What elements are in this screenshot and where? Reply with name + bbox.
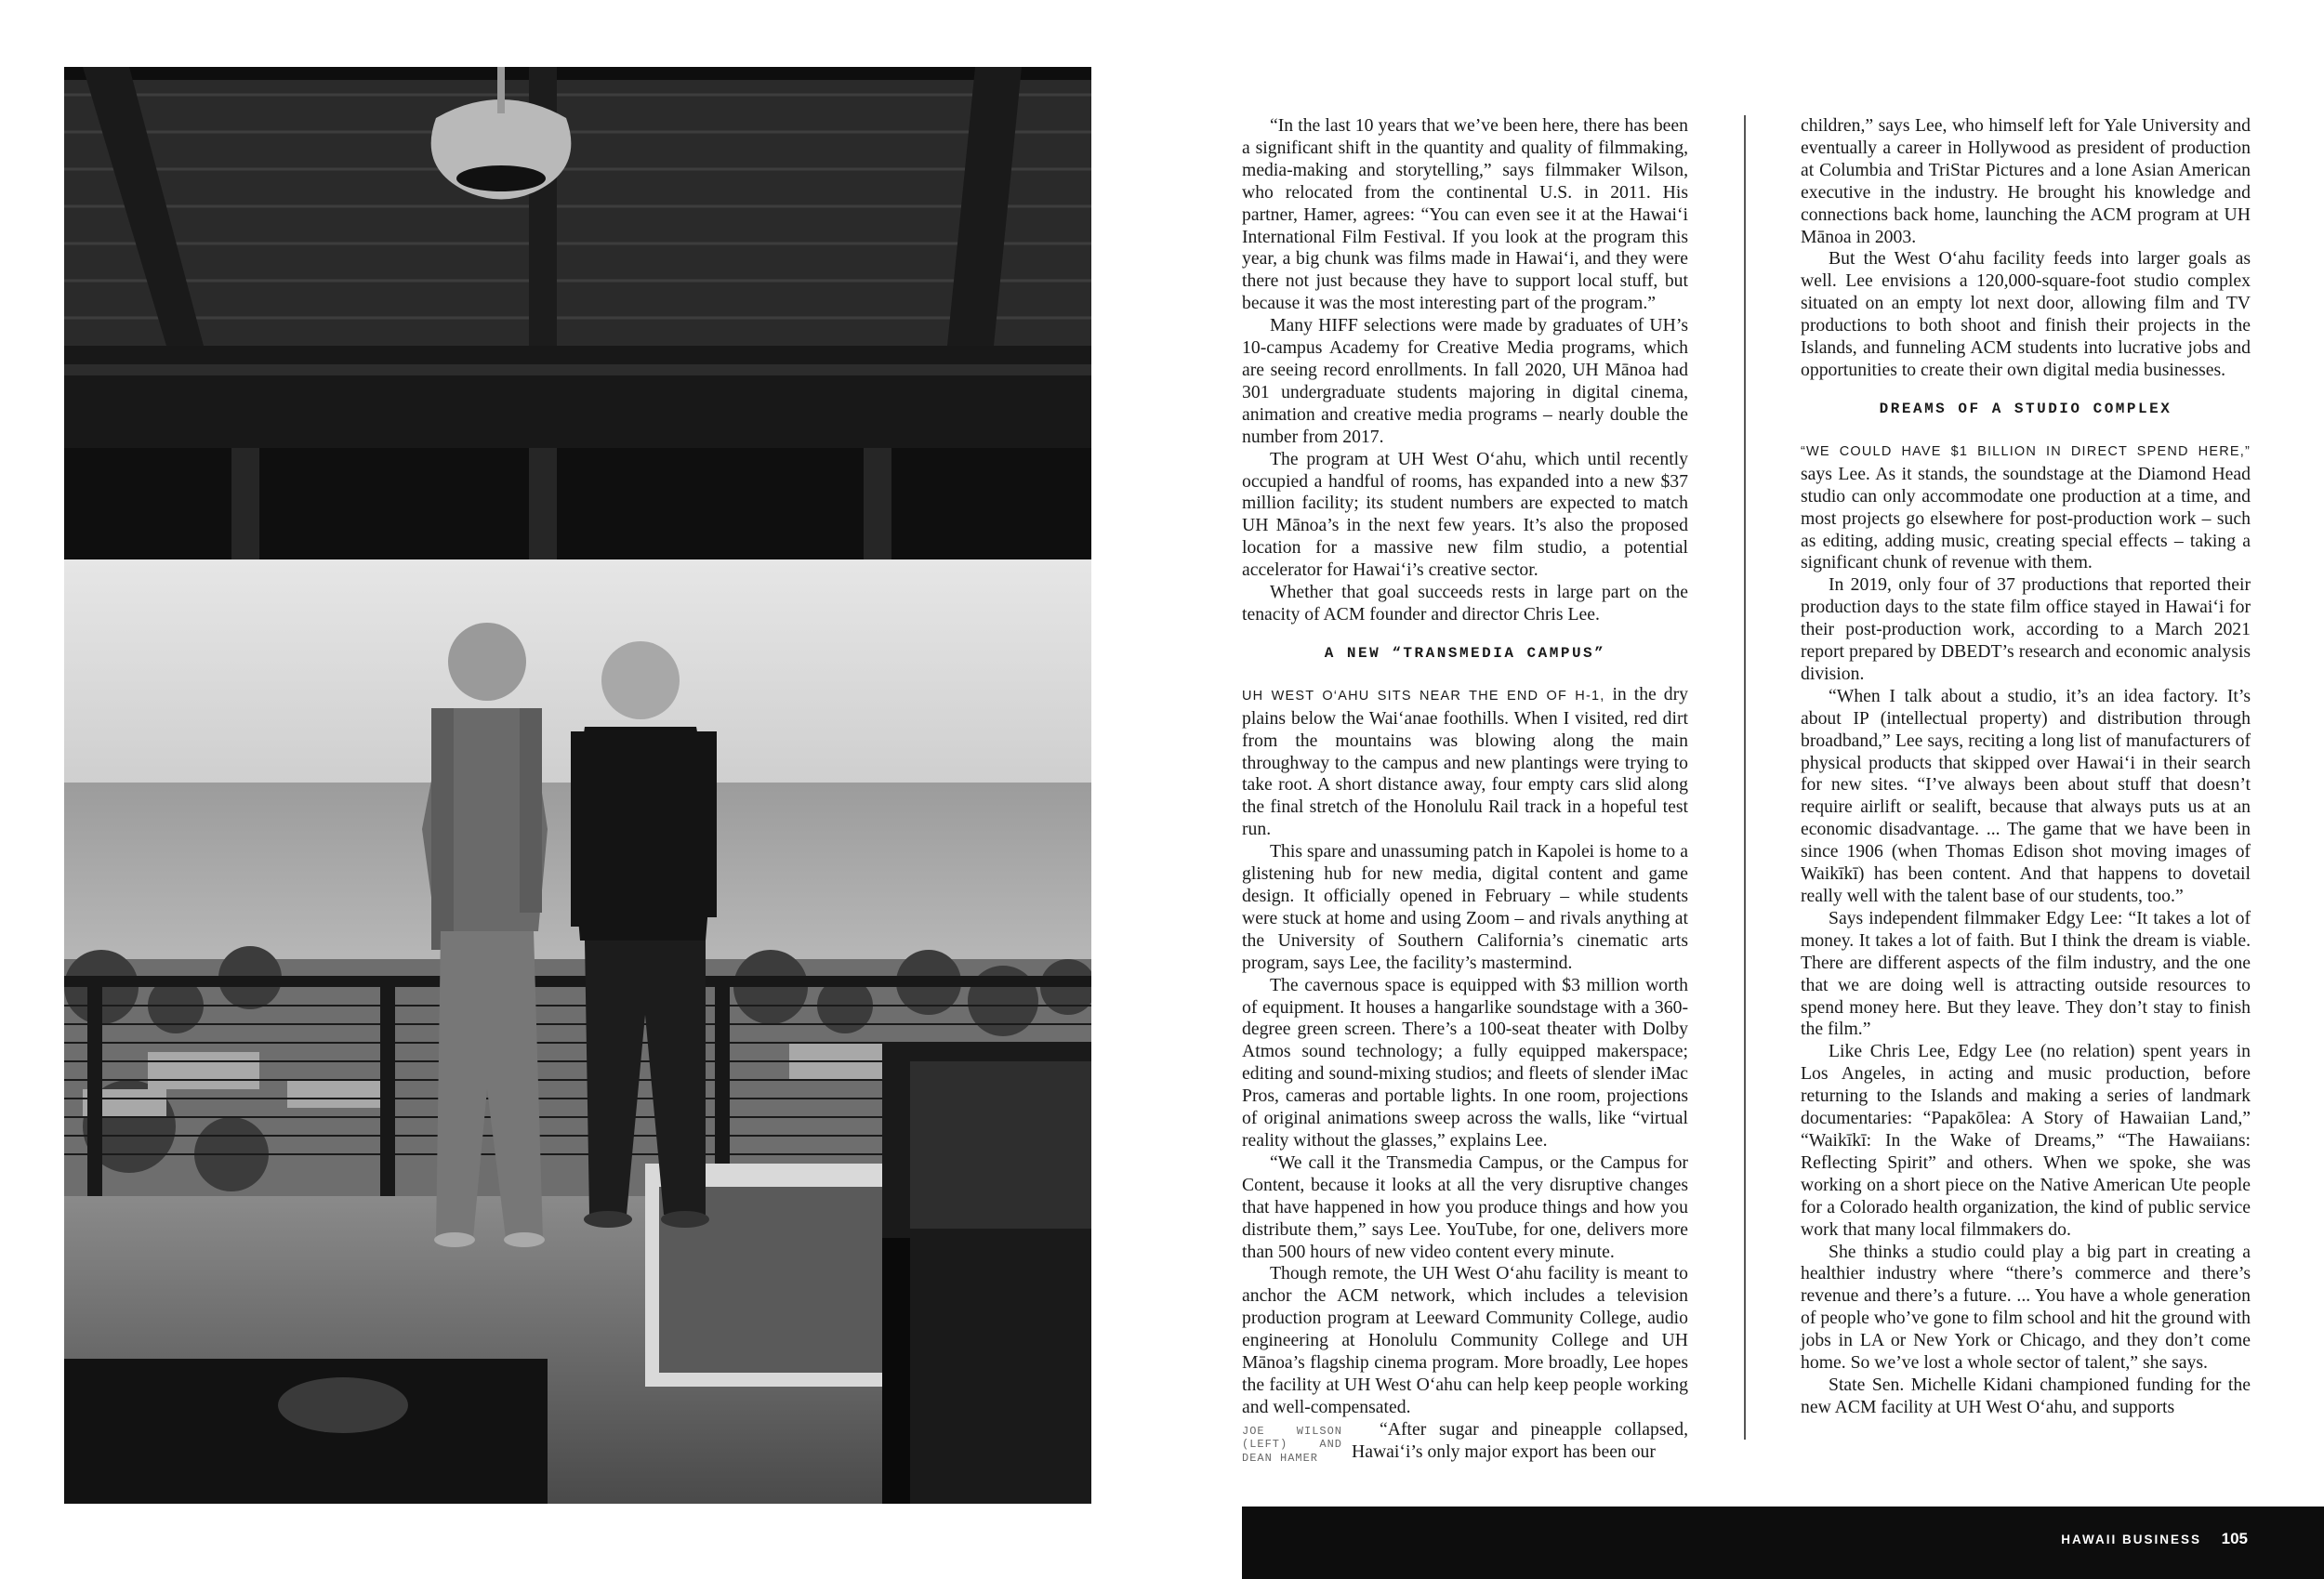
paragraph: “In the last 10 years that we’ve been here, there has been a significant shift in the quantity and quality of filmmaking, media-making and storytelling,” says filmmaker Wilson, who relocated from the continental U.S. in 2011. His partner, Hamer, agrees: “You can even see it at the Hawai‘i International Film Festival. If you look at the program this year, a big chunk was films made in Hawai‘i, and they were there not just because they have to support local stuff, but because it was the most interesting part of the program.” [1242,115,1688,314]
paragraph-text: says Lee. As it stands, the soundstage at the Diamond Head studio can only accommodate one production at a time, and most projects go elsewhere for post-production work – such as editing, adding music, creating special effects – taking a significant chunk of revenue with them. [1801,463,2251,573]
paragraph [1242,684,1688,841]
paragraph: State Sen. Michelle Kidani championed funding for the new ACM facility at UH West O‘ahu, and supports [1801,1374,2251,1417]
paragraph: She thinks a studio could play a big part in creating a healthier industry where “there’s commerce and there’s revenue and there’s a future. ... You have a whole generation of people who’ve gone to film school and hit the ground with jobs in LA or New York or Chicago, and they don’t come home. So we’ve lost a whole sector of talent,” she says. [1801,1241,2251,1374]
lead-in: UH WEST O‘AHU SITS NEAR THE END OF H-1, [1242,688,1605,704]
page-number: 105 [2221,1530,2248,1547]
paragraph: Whether that goal succeeds rests in large part on the tenacity of ACM founder and director Chris Lee. [1242,582,1688,625]
paragraph: Says independent filmmaker Edgy Lee: “It takes a lot of money. It takes a lot of faith. But I think the dream is viable. There are different aspects of the film industry, and the one that we are doing well is attracting outside resources to spend money here. But they leave. They don’t stay to finish the film.” [1801,907,2251,1040]
paragraph: In 2019, only four of 37 productions that reported their production days to the state film office stayed in Hawai‘i for their post-production work, according to a March 2021 report prepared by DBEDT’s research and economic analysis division. [1801,574,2251,684]
article-column-right [1801,115,2251,1419]
paragraph: “We call it the Transmedia Campus, or the Campus for Content, because it looks at all the very disruptive changes that have happened in how you produce things and how you distribute them,” says Lee. YouTube, for one, delivers more than 500 hours of new video content every minute. [1242,1151,1688,1262]
paragraph: Like Chris Lee, Edgy Lee (no relation) spent years in Los Angeles, in acting and music production, before returning to the Islands and making a series of landmark documentaries: “Papakōlea: A Story of Hawaiian Land,” “Waikīkī: In the Wake of Dreams,” “The Hawaiians: Reflecting Spirit” and others. When we spoke, she was working on a short piece on the Native American Ute people for a Colorado health organization, the kind of public service work that many local filmmakers do. [1801,1041,2251,1240]
photo-caption: JOE WILSON (LEFT) AND DEAN HAMER [1242,1424,1342,1465]
paragraph: “After sugar and pineapple collapsed, Hawai‘i’s only major export has been our [1352,1418,1688,1462]
lead-in: “WE COULD HAVE $1 BILLION IN DIRECT SPEND HERE,” [1801,443,2251,459]
section-heading: A NEW “TRANSMEDIA CAMPUS” [1324,644,1606,662]
paragraph-text: in the dry plains below the Wai‘anae foothills. When I visited, red dirt from the mountains was blowing along the main throughway to the campus and new plantings were trying to take root. A short distance away, four empty cars slid along the final stretch of the Honolulu Rail track in a hopeful test run. [1242,683,1688,840]
paragraph: The cavernous space is equipped with $3 million worth of equipment. It houses a hangarlike soundstage with a 360-degree green screen. There’s a 100-seat theater with Dolby Atmos sound technology; a fully equipped makerspace; editing and sound-mixing studios; and fleets of slender iMac Pros, cameras and portable lights. In one room, projections of original animations sweep across the walls, like “virtual reality without the glasses,” explains Lee. [1242,974,1688,1151]
column-divider [1744,115,1746,1440]
photo-illustration [64,67,1091,1504]
paragraph: The program at UH West O‘ahu, which until recently occupied a handful of rooms, has expanded into a new $37 million facility; its student numbers are expected to match UH Mānoa’s in the next few years. It’s also the proposed location for a massive new film studio, a potential accelerator for Hawai‘i’s creative sector. [1242,448,1688,581]
paragraph: Many HIFF selections were made by graduates of UH’s 10-campus Academy for Creative Media programs, which are seeing record enrollments. In fall 2020, UH Mānoa had 301 undergraduate students majoring in digital cinema, animation and creative media programs – nearly double the number from 2017. [1242,315,1688,447]
page-footer [1242,1507,2324,1579]
paragraph: But the West O‘ahu facility feeds into larger goals as well. Lee envisions a 120,000-square-foot studio complex situated on an empty lot next door, allowing film and TV productions to both shoot and finish their projects in the Islands, and funneling ACM students into lucrative jobs and opportunities to create their own digital media businesses. [1801,248,2251,380]
section-heading: DREAMS OF A STUDIO COMPLEX [1879,400,2172,417]
paragraph: This spare and unassuming patch in Kapolei is home to a glistening hub for new media, digital content and game design. It officially opened in February – while students were stuck at home and using Zoom – and rivals anything at the University of Southern California’s cinematic arts program, says Lee, the facility’s mastermind. [1242,841,1688,973]
paragraph: children,” says Lee, who himself left for Yale University and eventually a career in Hollywood as president of production at Columbia and TriStar Pictures and a lone Asian American executive in the industry. He brought his knowledge and connections back home, launching the ACM program at UH Mānoa in 2003. [1801,115,2251,247]
article-column-left [1242,115,1688,1465]
paragraph: Though remote, the UH West O‘ahu facility is meant to anchor the ACM network, which includes a television production program at Leeward Community College, audio engineering at Honolulu Community College and UH Mānoa’s flagship cinema program. More broadly, Lee hopes the facility at UH West O‘ahu can help keep people working and well-compensated. [1242,1263,1688,1417]
paragraph: “When I talk about a studio, it’s an idea factory. It’s about IP (intellectual property) and distribution through broadband,” Lee says, reciting a long list of manufacturers of physical products that skipped over Hawai‘i in their search for new sites. “I’ve always been about stuff that doesn’t require airlift or sealift, because that always puts us at an economic disadvantage. ... The game that we have been in since 1906 (when Thomas Edison shot moving images of Waikīkī) has been content. And that happens to dovetail really well with the talent base of our students, too.” [1801,685,2251,906]
paragraph [1801,440,2251,574]
feature-photo [64,67,1091,1504]
magazine-name: HAWAII BUSINESS [2061,1533,2201,1546]
